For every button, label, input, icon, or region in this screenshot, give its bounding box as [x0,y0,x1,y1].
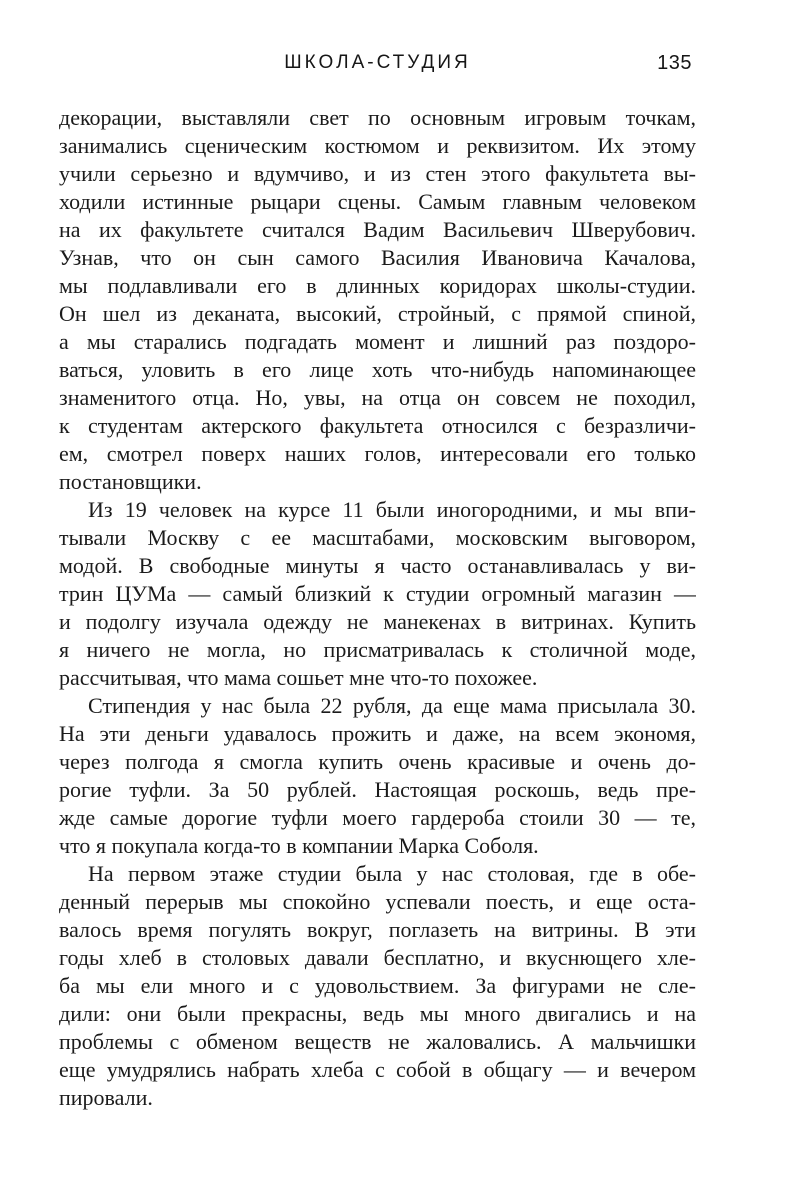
page-header [59,50,696,76]
text-line: ем, смотрел поверх наших голов, интересовали его только [59,441,696,466]
text-line: ходили истинные рыцари сцены. Самым главным человеком [59,189,696,214]
paragraph [59,496,696,692]
text-line: годы хлеб в столовых давали бесплатно, и вкуснющего хле- [59,945,696,970]
text-line: и подолгу изучала одежду не манекенах в витринах. Купить [59,609,696,634]
text-line: дили: они были прекрасны, ведь мы много двигались и на [59,1001,696,1026]
text-line: декорации, выставляли свет по основным игровым точкам, [59,105,696,130]
text-line: Из 19 человек на курсе 11 были иногородними, и мы впи- [88,497,696,522]
text-line: ваться, уловить в его лице хоть что-нибудь напоминающее [59,357,696,382]
text-line: трин ЦУМа — самый близкий к студии огромный магазин — [59,581,696,606]
text-line: жде самые дорогие туфли моего гардероба стоили 30 — те, [59,805,696,830]
text-line: Стипендия у нас была 22 рубля, да еще мама присылала 30. [88,693,696,718]
text-line: рогие туфли. За 50 рублей. Настоящая роскошь, ведь пре- [59,777,696,802]
text-line: знаменитого отца. Но, увы, на отца он совсем не походил, [59,385,696,410]
text-line: на их факультете считался Вадим Васильевич Шверубович. [59,217,696,242]
text-line: к студентам актерского факультета относился с безразличи- [59,413,696,438]
text-line: еще умудрялись набрать хлеба с собой в общагу — и вечером [59,1057,696,1082]
text-line: а мы старались подгадать момент и лишний раз поздоро- [59,329,696,354]
text-line: модой. В свободные минуты я часто останавливалась у ви- [59,553,696,578]
text-line: Он шел из деканата, высокий, стройный, с прямой спиной, [59,301,696,326]
text-line: мы подлавливали его в длинных коридорах школы-студии. [59,273,696,298]
paragraph [59,860,696,1112]
text-line: постановщики. [59,469,202,494]
text-line: что я покупала когда-то в компании Марка Соболя. [59,833,539,858]
body-text [59,104,696,1112]
text-line: пировали. [59,1085,153,1110]
text-line: На эти деньги удавалось прожить и даже, на всем экономя, [59,721,696,746]
text-line: денный перерыв мы спокойно успевали поесть, и еще оста- [59,889,696,914]
text-line: рассчитывая, что мама сошьет мне что-то похожее. [59,665,538,690]
text-line: валось время погулять вокруг, поглазеть на витрины. В эти [59,917,696,942]
text-line: через полгода я смогла купить очень красивые и очень до- [59,749,696,774]
text-line: я ничего не могла, но присматривалась к столичной моде, [59,637,696,662]
running-title: ШКОЛА-СТУДИЯ [284,52,471,73]
text-line: тывали Москву с ее масштабами, московским выговором, [59,525,696,550]
text-line: ба мы ели много и с удовольствием. За фигурами не сле- [59,973,696,998]
paragraph [59,692,696,860]
text-line: На первом этаже студии была у нас столовая, где в обе- [88,861,696,886]
text-line: занимались сценическим костюмом и реквизитом. Их этому [59,133,696,158]
text-line: учили серьезно и вдумчиво, и из стен этого факультета вы- [59,161,696,186]
text-line: Узнав, что он сын самого Василия Ивановича Качалова, [59,245,696,270]
text-line: проблемы с обменом веществ не жаловались. А мальчишки [59,1029,696,1054]
paragraph [59,104,696,496]
page-number: 135 [657,52,692,74]
